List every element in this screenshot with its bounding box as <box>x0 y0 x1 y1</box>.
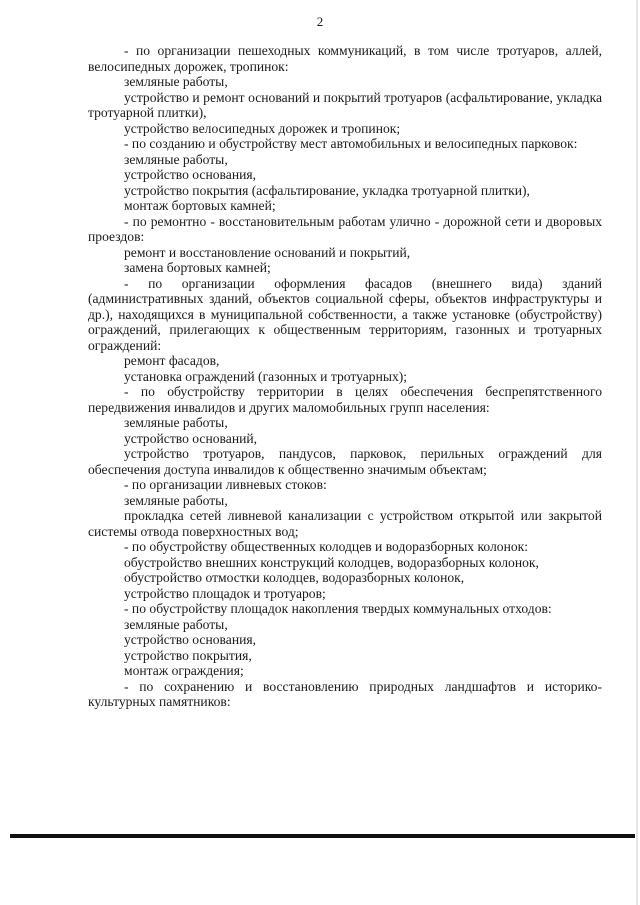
page-number: 2 <box>316 14 324 29</box>
paragraph: земляные работы, <box>124 616 228 632</box>
paragraph: устройство оснований, <box>124 430 258 446</box>
document-body <box>88 43 602 710</box>
paragraph: прокладка сетей ливневой канализации с устройством открытой или закрытой системы отвода поверхностных вод; <box>88 508 602 539</box>
paragraph: - по сохранению и восстановлению природных ландшафтов и историко-культурных памятников: <box>88 678 602 709</box>
paragraph: земляные работы, <box>124 74 228 89</box>
paragraph: устройство основания, <box>124 167 257 182</box>
paragraph: устройство покрытия (асфальтирование, укладка тротуарной плитки), <box>124 182 530 198</box>
paragraph: обустройство внешних конструкций колодцев, водоразборных колонок, <box>124 554 539 570</box>
paragraph: обустройство отмостки колодцев, водоразборных колонок, <box>124 570 465 585</box>
paragraph: устройство основания, <box>124 632 257 647</box>
paragraph: установка ограждений (газонных и тротуарных); <box>124 368 408 384</box>
paragraph: ремонт фасадов, <box>124 353 220 368</box>
paragraph: устройство тротуаров, пандусов, парковок, перильных ограждений для обеспечения доступа инвалидов к общественно значимым объектам; <box>88 446 602 477</box>
paragraph: - по обустройству территории в целях обеспечения беспрепятственного передвижения инвалидов и других маломобильных групп населения: <box>88 384 602 415</box>
paragraph: земляные работы, <box>124 151 228 167</box>
paragraph: замена бортовых камней; <box>124 260 271 275</box>
bottom-rule <box>10 834 635 838</box>
paragraph: - по организации пешеходных коммуникаций, в том числе тротуаров, аллей, велосипедных дорожек, тропинок: <box>88 43 602 74</box>
paragraph: устройство покрытия, <box>124 647 252 663</box>
paragraph: ремонт и восстановление оснований и покрытий, <box>124 244 411 260</box>
paragraph: устройство и ремонт оснований и покрытий тротуаров (асфальтирование, укладка тротуарной плитки), <box>88 89 602 120</box>
paragraph: - по организации ливневых стоков: <box>124 477 327 492</box>
paragraph: - по организации оформления фасадов (внешнего вида) зданий (административных зданий, объектов социальной сферы, объектов инфраструктуры и др.), находящихся в муниципальной собственности, а также установке (обустройству) ограждений, прилегающих к общественным территориям, газонных и тротуарных ограждений: <box>88 275 602 353</box>
paragraph: - по созданию и обустройству мест автомобильных и велосипедных парковок: <box>124 136 578 151</box>
page-edge <box>636 0 638 905</box>
paragraph: устройство площадок и тротуаров; <box>124 585 326 601</box>
paragraph: - по ремонтно - восстановительным работам улично - дорожной сети и дворовых проездов: <box>88 213 602 244</box>
paragraph: устройство велосипедных дорожек и тропинок; <box>124 120 401 136</box>
paragraph: - по обустройству общественных колодцев и водоразборных колонок: <box>124 539 529 554</box>
paragraph: монтаж ограждения; <box>124 663 244 678</box>
paragraph: земляные работы, <box>124 492 228 508</box>
paragraph: монтаж бортовых камней; <box>124 198 276 213</box>
paragraph: земляные работы, <box>124 415 228 430</box>
paragraph: - по обустройству площадок накопления твердых коммунальных отходов: <box>124 601 552 616</box>
